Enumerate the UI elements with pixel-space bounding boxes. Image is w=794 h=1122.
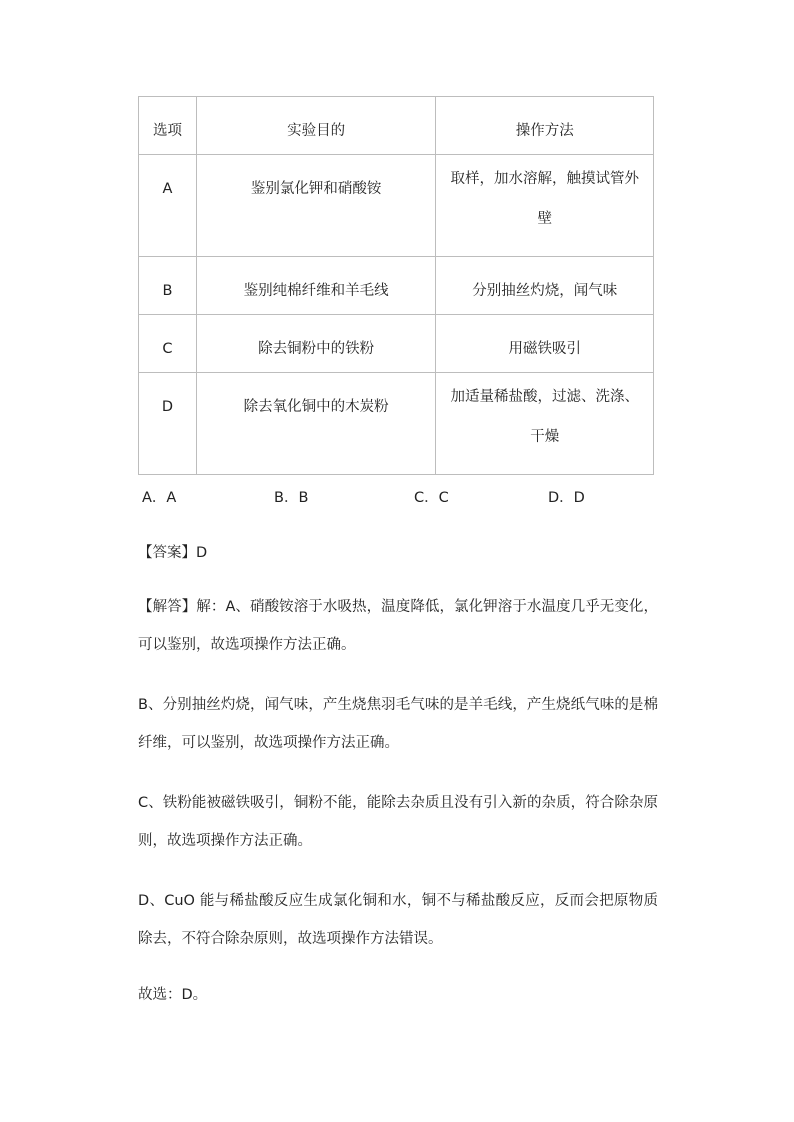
row-d-purpose: 除去氧化铜中的木炭粉 xyxy=(196,373,435,475)
row-a-option: A xyxy=(139,155,197,257)
row-c-purpose: 除去铜粉中的铁粉 xyxy=(196,315,435,373)
row-d-option: D xyxy=(139,373,197,475)
row-c-method: 用磁铁吸引 xyxy=(436,315,654,373)
table-row-b xyxy=(139,257,654,315)
row-b-purpose: 鉴别纯棉纤维和羊毛线 xyxy=(196,257,435,315)
row-d-method-line-1: 加适量稀盐酸，过滤、洗涤、 xyxy=(450,389,639,405)
choice-c: C．C xyxy=(414,490,449,506)
row-d-method xyxy=(436,373,654,475)
explanation-c: C、铁粉能被磁铁吸引，铜粉不能，能除去杂质且没有引入新的杂质，符合除杂原则，故选项操作方法正确。 xyxy=(138,795,658,849)
answer-choices xyxy=(138,478,658,514)
question-table xyxy=(138,96,654,475)
choice-d: D．D xyxy=(548,490,585,506)
header-method: 操作方法 xyxy=(436,97,654,155)
row-a-method-line-1: 取样，加水溶解，触摸试管外 xyxy=(450,171,639,187)
explanation-d: D、CuO 能与稀盐酸反应生成氯化铜和水，铜不与稀盐酸反应，反而会把原物质除去，不符合除杂原则，故选项操作方法错误。 xyxy=(138,893,658,947)
conclusion-line: 故选：D。 xyxy=(138,987,208,1003)
table-row-a xyxy=(139,155,654,257)
choice-a: A．A xyxy=(142,490,177,506)
header-option: 选项 xyxy=(139,97,197,155)
table-row-c xyxy=(139,315,654,373)
choice-b: B．B xyxy=(274,490,309,506)
table-header-row xyxy=(139,97,654,155)
row-a-purpose: 鉴别氯化钾和硝酸铵 xyxy=(196,155,435,257)
row-a-method xyxy=(436,155,654,257)
row-a-method-line-2: 壁 xyxy=(537,211,552,227)
header-purpose: 实验目的 xyxy=(196,97,435,155)
row-b-option: B xyxy=(139,257,197,315)
explanation-b: B、分别抽丝灼烧，闻气味，产生烧焦羽毛气味的是羊毛线，产生烧纸气味的是棉纤维，可以鉴别，故选项操作方法正确。 xyxy=(138,697,658,751)
row-c-option: C xyxy=(139,315,197,373)
table-row-d xyxy=(139,373,654,475)
row-b-method: 分别抽丝灼烧，闻气味 xyxy=(436,257,654,315)
row-d-method-line-2: 干燥 xyxy=(530,429,560,445)
explanation-a: 【解答】解：A、硝酸铵溶于水吸热，温度降低，氯化钾溶于水温度几乎无变化，可以鉴别，故选项操作方法正确。 xyxy=(138,599,658,653)
answer-line: 【答案】D xyxy=(138,545,208,561)
